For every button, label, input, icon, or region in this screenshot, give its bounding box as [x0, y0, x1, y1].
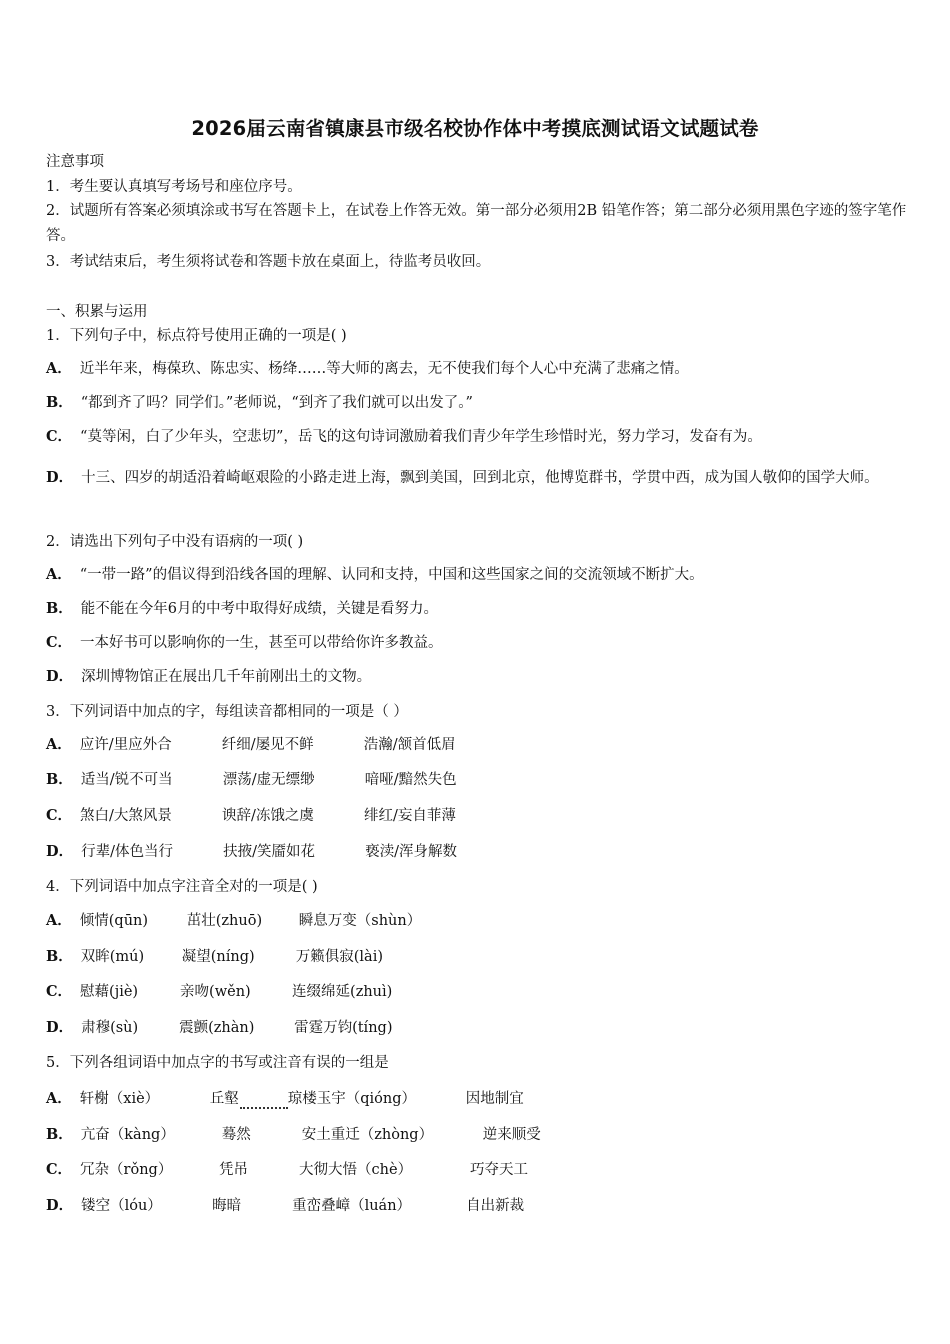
option-col: 安土重迁（zhòng）	[301, 1127, 434, 1143]
option-label: A．	[46, 1090, 72, 1107]
question-5-stem: 5．下列各组词语中加点字的书写或注音有误的一组是	[46, 1055, 389, 1071]
option-col: 适当/锐不可当	[80, 772, 173, 788]
option-col: 重峦叠嶂（luán）	[292, 1198, 412, 1214]
q1-option-b	[46, 393, 473, 413]
option-col: 丘壑	[209, 1091, 239, 1107]
option-label: C．	[46, 983, 73, 1000]
question-1-stem: 1．下列句子中，标点符号使用正确的一项是( )	[46, 328, 347, 344]
option-col: 琼楼玉宇（qióng）	[287, 1091, 417, 1107]
q3-option-d	[46, 842, 457, 862]
option-text: 一本好书可以影响你的一生，甚至可以带给你许多教益。	[80, 635, 443, 651]
q1-option-d	[46, 459, 908, 497]
option-col: 连缀绵延(zhuì)	[292, 984, 393, 1000]
q2-option-b	[46, 599, 438, 619]
option-col: 肃穆(sù)	[81, 1020, 139, 1036]
q5-option-d	[46, 1196, 524, 1216]
notice-item-3: 3．考试结束后，考生须将试卷和答题卡放在桌面上，待监考员收回。	[46, 254, 491, 270]
option-col: 逆来顺受	[482, 1127, 541, 1143]
option-label: D．	[46, 668, 74, 685]
option-col: 巧夺天工	[470, 1162, 529, 1178]
option-label: C．	[46, 1161, 73, 1178]
option-label: D．	[46, 1197, 74, 1214]
option-col: 亵渎/浑身解数	[365, 844, 457, 860]
question-4-stem: 4．下列词语中加点字注音全对的一项是( )	[46, 879, 318, 895]
option-col: 镂空（lóu）	[81, 1198, 162, 1214]
q3-option-c	[46, 806, 456, 826]
option-col: 晦暗	[212, 1198, 242, 1214]
option-label: B．	[46, 1126, 73, 1143]
option-text: “一带一路”的倡议得到沿线各国的理解、认同和支持，中国和这些国家之间的交流领域不断扩大。	[79, 567, 704, 583]
option-col: 万籁俱寂(lài)	[295, 949, 383, 965]
option-col: 应许/里应外合	[79, 737, 172, 753]
option-col: 倾情(qūn)	[79, 913, 149, 929]
option-col: 行辈/体色当行	[81, 844, 173, 860]
q2-option-d	[46, 667, 371, 687]
option-col: 扶掖/笑靥如花	[223, 844, 315, 860]
option-label: B．	[46, 948, 73, 965]
q5-option-a	[46, 1089, 524, 1109]
option-label: B．	[46, 600, 73, 617]
option-col: 浩瀚/颔首低眉	[363, 737, 456, 753]
notice-item-1: 1．考生要认真填写考场号和座位序号。	[46, 179, 302, 195]
q3-option-b	[46, 770, 457, 790]
q4-option-c	[46, 982, 392, 1002]
option-text: 深圳博物馆正在展出几千年前刚出土的文物。	[81, 669, 372, 685]
option-label: D．	[46, 469, 74, 486]
notice-heading: 注意事项	[46, 154, 104, 170]
option-col: 煞白/大煞风景	[80, 808, 172, 824]
option-col: 亲吻(wěn)	[180, 984, 251, 1000]
q4-option-b	[46, 947, 383, 967]
option-col: 轩榭（xiè）	[79, 1091, 160, 1107]
option-col: 茁壮(zhuō)	[186, 913, 263, 929]
dotted-underline	[240, 1089, 288, 1109]
section-heading: 一、积累与运用	[46, 304, 148, 320]
option-label: C．	[46, 807, 73, 824]
option-label: D．	[46, 1019, 74, 1036]
option-col: 因地制宜	[465, 1091, 524, 1107]
option-text: 十三、四岁的胡适沿着崎岖艰险的小路走进上海，飘到美国，回到北京，他博览群书，学贯中西，成为国人敬仰的国学大师。	[81, 470, 879, 486]
option-col: 凝望(níng)	[181, 949, 255, 965]
option-col: 绯红/妄自菲薄	[364, 808, 456, 824]
option-text: “莫等闲，白了少年头，空悲切”，岳飞的这句诗词激励着我们青少年学生珍惜时光，努力学习，发奋有为。	[80, 429, 762, 445]
q4-option-a	[46, 911, 421, 931]
option-col: 慰藉(jiè)	[80, 984, 139, 1000]
option-label: B．	[46, 771, 73, 788]
q2-option-a	[46, 565, 704, 585]
option-col: 大彻大悟（chè）	[299, 1162, 413, 1178]
option-col: 纤细/屡见不鲜	[221, 737, 314, 753]
option-label: D．	[46, 843, 74, 860]
option-label: C．	[46, 634, 73, 651]
option-col: 亢奋（kàng）	[80, 1127, 175, 1143]
option-col: 漂荡/虚无缥缈	[222, 772, 315, 788]
option-col: 谀辞/冻饿之虞	[222, 808, 314, 824]
option-col: 瞬息万变（shùn）	[298, 913, 422, 929]
q3-option-a	[46, 735, 456, 755]
page-title: 2026届云南省镇康县市级名校协作体中考摸底测试语文试题试卷	[191, 117, 759, 140]
option-col: 冗杂（rǒng）	[80, 1162, 173, 1178]
q1-option-c	[46, 427, 762, 447]
notice-item-2: 2．试题所有答案必须填涂或书写在答题卡上，在试卷上作答无效。第一部分必须用2B 铅笔作答；第二部分必须用黑色字迹的签字笔作答。	[46, 203, 907, 244]
option-col: 凭吊	[219, 1162, 249, 1178]
option-label: A．	[46, 360, 72, 377]
option-text: 近半年来，梅葆玖、陈忠实、杨绛……等大师的离去，无不使我们每个人心中充满了悲痛之情。	[79, 361, 689, 377]
option-col: 喑哑/黯然失色	[364, 772, 457, 788]
option-label: A．	[46, 566, 72, 583]
option-col: 雷霆万钧(tíng)	[294, 1020, 393, 1036]
option-label: A．	[46, 912, 72, 929]
option-label: B．	[46, 394, 73, 411]
q5-option-c	[46, 1160, 528, 1180]
q2-option-c	[46, 633, 443, 653]
option-col: 自出新裁	[466, 1198, 525, 1214]
option-col: 双眸(mú)	[80, 949, 145, 965]
q4-option-d	[46, 1018, 392, 1038]
option-col: 震颤(zhàn)	[179, 1020, 255, 1036]
question-3-stem: 3．下列词语中加点的字，每组读音都相同的一项是（ ）	[46, 704, 408, 720]
option-text: 能不能在今年6月的中考中取得好成绩，关键是看努力。	[80, 601, 438, 617]
q1-option-a	[46, 359, 689, 379]
option-label: C．	[46, 428, 73, 445]
option-label: A．	[46, 736, 72, 753]
option-text: “都到齐了吗？同学们。”老师说，“到齐了我们就可以出发了。”	[80, 395, 473, 411]
question-2-stem: 2．请选出下列句子中没有语病的一项( )	[46, 534, 304, 550]
option-col: 蓦然	[221, 1127, 251, 1143]
q5-option-b	[46, 1125, 541, 1145]
